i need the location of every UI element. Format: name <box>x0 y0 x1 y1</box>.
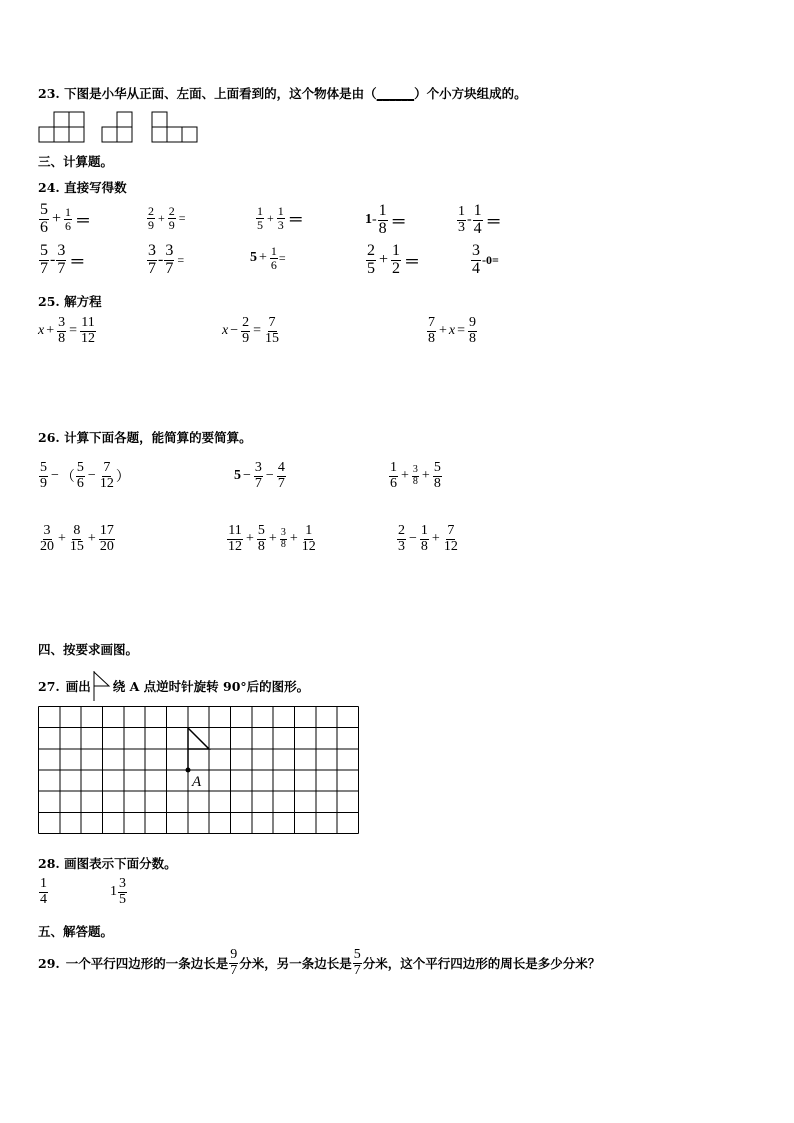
question-text: 下图是小华从正面、左面、上面看到的，这个物体是由（ <box>64 86 377 101</box>
question-text: ）个小方块组成的。 <box>414 86 527 101</box>
question-text: 解方程 <box>64 294 102 309</box>
q24-expr-7: $\frac{3}{7}$ - $\frac{3}{7}$ = <box>148 242 185 277</box>
flag-triangle <box>188 728 209 749</box>
q26-expr-6: $\frac{2}{3}$ − $\frac{1}{8}$ + $\frac{7}{12}$ <box>398 523 458 554</box>
question-27 <box>38 671 309 701</box>
q24-expr-3: $\frac{1}{5}$ + $\frac{1}{3}$ ＝ <box>257 204 304 232</box>
left-view <box>102 112 132 142</box>
point-a-dot <box>186 768 191 773</box>
q26-expr-1: $\frac{5}{9}$ − （ $\frac{5}{6}$ − $\frac{7}{12}$ ） <box>40 460 130 491</box>
q24-expr-5: $\frac{1}{3}$ - $\frac{1}{4}$ ＝ <box>458 202 502 237</box>
question-number: 29. <box>38 955 60 971</box>
question-number: 27. <box>38 678 60 694</box>
q25-equation-3: $\frac{7}{8}$ + x = $\frac{9}{8}$ <box>428 315 477 346</box>
q24-expr-8: 5 + $\frac{1}{6}$ = <box>250 244 286 272</box>
question-text: 分米，这个平行四边形的周长是多少分米？ <box>362 956 601 972</box>
q24-expr-10: $\frac{3}{4}$ -0= <box>472 242 499 277</box>
q24-expr-1: $\frac{5}{6}$ + $\frac{1}{6}$ ＝ <box>40 201 92 236</box>
question-24 <box>38 178 127 196</box>
question-25 <box>38 292 102 310</box>
q26-expr-5: $\frac{11}{12}$ + $\frac{5}{8}$ + $\frac{3}{8}$ + $\frac{1}{12}$ <box>228 523 316 554</box>
q25-equation-2: x − $\frac{2}{9}$ = $\frac{7}{15}$ <box>222 315 280 346</box>
section-4-heading: 四、按要求画图。 <box>38 642 139 657</box>
flag-shape-icon <box>92 671 112 701</box>
question-number: 26. <box>38 430 60 445</box>
question-text: 画图表示下面分数。 <box>64 856 177 871</box>
answer-blank[interactable]: ______ <box>376 86 415 101</box>
question-text: 计算下面各题，能简算的要简算。 <box>64 430 252 445</box>
question-text: 一个平行四边形的一条边长是 <box>65 956 229 972</box>
q24-expr-6: $\frac{5}{7}$ - $\frac{3}{7}$ ＝ <box>40 242 86 277</box>
q26-expr-2: 5 − $\frac{3}{7}$ − $\frac{4}{7}$ <box>234 460 285 491</box>
question-28 <box>38 854 177 872</box>
question-number: 24. <box>38 180 60 195</box>
question-text: 画出 <box>65 679 91 694</box>
question-23 <box>38 84 527 102</box>
question-text: 直接写得数 <box>64 180 127 195</box>
front-view <box>39 112 84 142</box>
question-29: 29. 一个平行四边形的一条边长是 $\frac{9}{7}$ 分米，另一条边长是 $\frac{5}{7}$ 分米，这个平行四边形的周长是多少分米？ <box>38 947 601 978</box>
question-number: 25. <box>38 294 60 309</box>
question-number: 23. <box>38 86 60 101</box>
section-3-heading: 三、计算题。 <box>38 154 114 169</box>
point-a-label: A <box>192 774 202 790</box>
q25-equation-1: x + $\frac{3}{8}$ = $\frac{11}{12}$ <box>38 315 96 346</box>
cube-views-figure <box>38 110 208 144</box>
q24-expr-9: $\frac{2}{5}$ + $\frac{1}{2}$ ＝ <box>367 242 421 277</box>
q26-expr-3: $\frac{1}{6}$ + $\frac{3}{8}$ + $\frac{5}{8}$ <box>390 460 441 491</box>
q28-fraction-1: $\frac{1}{4}$ <box>40 876 47 907</box>
q24-expr-4: 1 - $\frac{1}{8}$ ＝ <box>365 202 407 237</box>
question-26 <box>38 428 252 446</box>
q24-expr-2: $\frac{2}{9}$ + $\frac{2}{9}$ = <box>148 204 186 232</box>
section-5-heading: 五、解答题。 <box>38 924 114 939</box>
q28-fraction-2: 1 $\frac{3}{5}$ <box>110 876 126 907</box>
top-view <box>152 112 197 142</box>
question-text: 绕 A 点逆时针旋转 90°后的图形。 <box>112 679 310 694</box>
question-number: 28. <box>38 856 60 871</box>
q26-expr-4: $\frac{3}{20}$ + $\frac{8}{15}$ + $\frac{17}{20}$ <box>40 523 114 554</box>
question-text: 分米，另一条边长是 <box>239 956 352 972</box>
rotation-grid[interactable] <box>38 706 359 834</box>
